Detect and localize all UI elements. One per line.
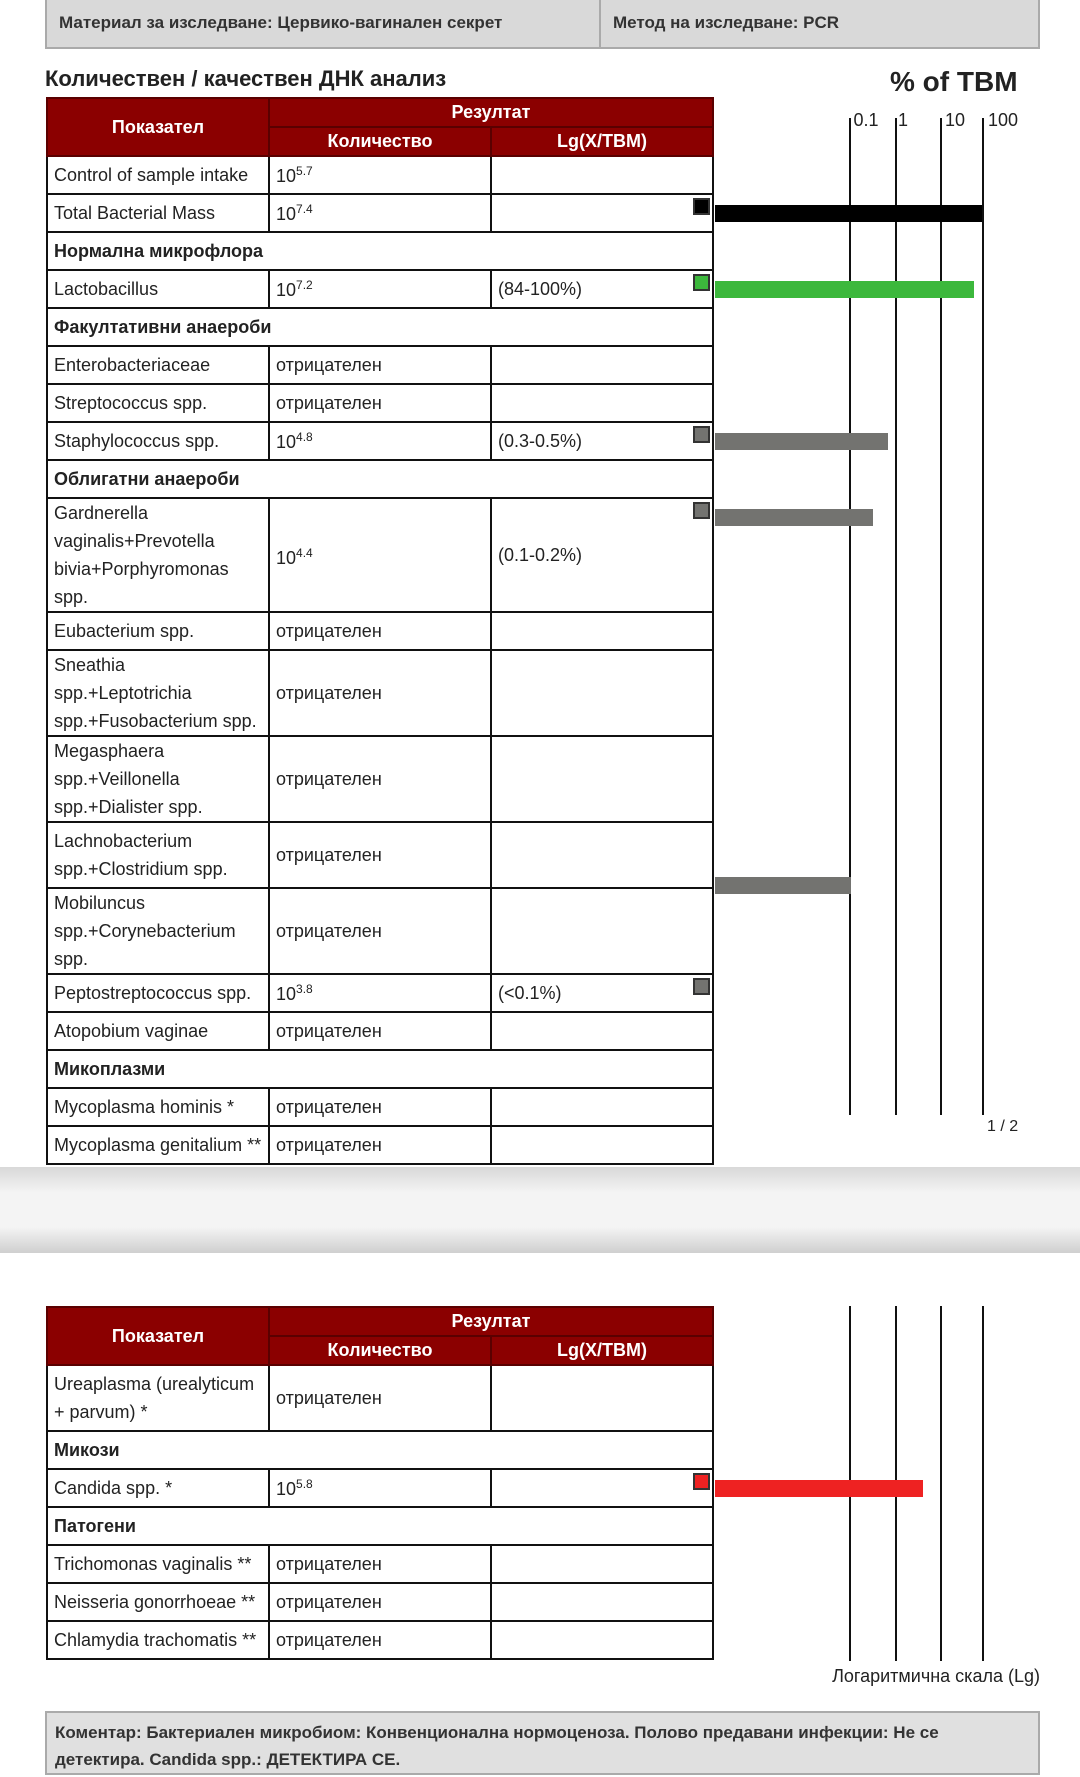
table-row [47, 612, 713, 650]
table-row [47, 1583, 713, 1621]
col-header-lg: Lg(X/TBM) [491, 127, 713, 156]
legend-marker-icon [693, 1473, 710, 1490]
quantity-cell [269, 194, 491, 232]
tick-label: 1 [897, 110, 909, 130]
chart-gridline [982, 118, 984, 1115]
quantity-base: 10 [276, 547, 297, 568]
lg-cell [491, 498, 713, 612]
indicator-name: Eubacterium spp. [47, 612, 269, 650]
legend-marker-icon [693, 502, 710, 519]
table-row [47, 974, 713, 1012]
lg-cell [491, 422, 713, 460]
result-text: отрицателен [276, 1591, 382, 1612]
section-title: Количествен / качествен ДНК анализ [45, 66, 447, 91]
col-header-quantity: Количество [269, 127, 491, 156]
col-header-result: Резултат [269, 1307, 713, 1336]
result-text: отрицателен [276, 1096, 382, 1117]
indicator-name: Sneathia spp.+Leptotrichia spp.+Fusobacterium spp. [47, 650, 269, 736]
lg-cell [491, 156, 713, 194]
indicator-name: Neisseria gonorrhoeae ** [47, 1583, 269, 1621]
indicator-name: Mycoplasma genitalium ** [47, 1126, 269, 1164]
lg-cell [491, 1126, 713, 1164]
table-row [47, 650, 713, 736]
quantity-cell [269, 422, 491, 460]
tick-label: 0.1 [853, 110, 879, 130]
quantity-cell [269, 736, 491, 822]
quantity-cell [269, 498, 491, 612]
chart-bar [715, 281, 974, 298]
lg-cell [491, 1621, 713, 1659]
quantity-exponent: 7.4 [296, 201, 313, 216]
chart-title: % of TBM [890, 66, 1018, 97]
lg-cell [491, 384, 713, 422]
group-row [47, 1050, 713, 1088]
group-row [47, 460, 713, 498]
quantity-cell [269, 1126, 491, 1164]
comment-box: Коментар: Бактериален микробиом: Конвенционална нормоценоза. Полово предавани инфекции: Не се детектира. Candida spp.: ДЕТЕКТИРА СЕ. [45, 1711, 1040, 1775]
table-row [47, 888, 713, 974]
quantity-cell [269, 612, 491, 650]
legend-marker-icon [693, 274, 710, 291]
quantity-cell [269, 1621, 491, 1659]
quantity-base: 10 [276, 165, 297, 186]
lg-cell [491, 270, 713, 308]
group-row [47, 1431, 713, 1469]
table-row [47, 1365, 713, 1431]
legend-marker-icon [693, 978, 710, 995]
table-row [47, 1012, 713, 1050]
chart-bar [715, 509, 873, 526]
chart-gridline [982, 1306, 984, 1661]
lg-cell [491, 736, 713, 822]
table-row [47, 270, 713, 308]
result-text: отрицателен [276, 683, 382, 703]
quantity-cell [269, 650, 491, 736]
page-separator [0, 1167, 1080, 1253]
lg-value: (<0.1%) [498, 982, 562, 1003]
table-row [47, 384, 713, 422]
legend-marker-icon [693, 198, 710, 215]
lg-cell [491, 888, 713, 974]
quantity-cell [269, 974, 491, 1012]
lg-cell [491, 612, 713, 650]
quantity-base: 10 [276, 431, 297, 452]
indicator-name: Enterobacteriaceae [47, 346, 269, 384]
result-text: отрицателен [276, 1388, 382, 1408]
lg-cell [491, 822, 713, 888]
chart-gridline [895, 118, 897, 1115]
quantity-cell [269, 270, 491, 308]
result-text: отрицателен [276, 1629, 382, 1650]
lg-cell [491, 1583, 713, 1621]
indicator-name: Mobiluncus spp.+Corynebacterium spp. [47, 888, 269, 974]
chart-gridline [940, 118, 942, 1115]
table-row [47, 736, 713, 822]
result-text: отрицателен [276, 1553, 382, 1574]
quantity-exponent: 4.8 [296, 429, 313, 444]
group-row [47, 232, 713, 270]
group-label: Факултативни анаероби [47, 308, 713, 346]
group-label: Микози [47, 1431, 713, 1469]
quantity-cell [269, 1583, 491, 1621]
quantity-base: 10 [276, 279, 297, 300]
chart-gridline [940, 1306, 942, 1661]
table-row [47, 1126, 713, 1164]
lg-cell [491, 346, 713, 384]
indicator-name: Ureaplasma (urealyticum + parvum) * [47, 1365, 269, 1431]
quantity-cell [269, 822, 491, 888]
group-row [47, 308, 713, 346]
chart-bar [715, 433, 888, 450]
indicator-name: Peptostreptococcus spp. [47, 974, 269, 1012]
result-text: отрицателен [276, 921, 382, 941]
table-row [47, 1088, 713, 1126]
table-row [47, 422, 713, 460]
chart-bar [715, 877, 851, 894]
quantity-base: 10 [276, 983, 297, 1004]
col-header-result: Резултат [269, 98, 713, 127]
table-row [47, 498, 713, 612]
quantity-exponent: 4.4 [296, 545, 313, 560]
chart-bar [715, 205, 982, 222]
quantity-exponent: 7.2 [296, 277, 313, 292]
group-label: Микоплазми [47, 1050, 713, 1088]
lg-cell [491, 974, 713, 1012]
chart-gridline [849, 118, 851, 1115]
table-row [47, 1469, 713, 1507]
lg-value: (0.1-0.2%) [498, 545, 583, 565]
table-row [47, 822, 713, 888]
indicator-name: Megasphaera spp.+Veillonella spp.+Dialister spp. [47, 736, 269, 822]
table-row [47, 194, 713, 232]
quantity-cell [269, 1469, 491, 1507]
material-label: Материал за изследване: Цервико-вагинален секрет [47, 0, 601, 47]
lg-cell [491, 1012, 713, 1050]
lg-cell [491, 194, 713, 232]
lg-cell [491, 1469, 713, 1507]
table-row [47, 1621, 713, 1659]
results-table-1 [46, 97, 714, 1165]
table-row [47, 156, 713, 194]
indicator-name: Lactobacillus [47, 270, 269, 308]
page-number: 1 / 2 [987, 1118, 1019, 1135]
col-header-indicator: Показател [47, 98, 269, 156]
quantity-cell [269, 1365, 491, 1431]
col-header-quantity: Количество [269, 1336, 491, 1365]
indicator-name: Staphylococcus spp. [47, 422, 269, 460]
indicator-name: Streptococcus spp. [47, 384, 269, 422]
result-text: отрицателен [276, 354, 382, 375]
group-row [47, 1507, 713, 1545]
results-table-2 [46, 1306, 714, 1660]
quantity-cell [269, 346, 491, 384]
table-row [47, 346, 713, 384]
indicator-name: Total Bacterial Mass [47, 194, 269, 232]
indicator-name: Gardnerella vaginalis+Prevotella bivia+Porphyromonas spp. [47, 498, 269, 612]
quantity-exponent: 5.7 [296, 163, 313, 178]
table-row [47, 1545, 713, 1583]
group-label: Патогени [47, 1507, 713, 1545]
lg-cell [491, 1545, 713, 1583]
col-header-lg: Lg(X/TBM) [491, 1336, 713, 1365]
quantity-cell [269, 1012, 491, 1050]
result-text: отрицателен [276, 1134, 382, 1155]
group-label: Нормална микрофлора [47, 232, 713, 270]
quantity-base: 10 [276, 1478, 297, 1499]
quantity-base: 10 [276, 203, 297, 224]
indicator-name: Chlamydia trachomatis ** [47, 1621, 269, 1659]
result-text: отрицателен [276, 769, 382, 789]
chart-bar [715, 1480, 923, 1497]
quantity-cell [269, 156, 491, 194]
quantity-exponent: 5.8 [296, 1476, 313, 1491]
lg-cell [491, 1088, 713, 1126]
scale-label: Логаритмична скала (Lg) [832, 1666, 1040, 1686]
result-text: отрицателен [276, 620, 382, 641]
indicator-name: Mycoplasma hominis * [47, 1088, 269, 1126]
result-text: отрицателен [276, 845, 382, 865]
quantity-exponent: 3.8 [296, 981, 313, 996]
tick-label: 10 [944, 110, 966, 130]
indicator-name: Trichomonas vaginalis ** [47, 1545, 269, 1583]
quantity-cell [269, 1545, 491, 1583]
lg-value: (0.3-0.5%) [498, 430, 583, 451]
indicator-name: Candida spp. * [47, 1469, 269, 1507]
lg-cell [491, 650, 713, 736]
col-header-indicator: Показател [47, 1307, 269, 1365]
quantity-cell [269, 888, 491, 974]
quantity-cell [269, 384, 491, 422]
tick-label: 100 [987, 110, 1019, 130]
group-label: Облигатни анаероби [47, 460, 713, 498]
sample-info-box [45, 0, 1040, 49]
indicator-name: Control of sample intake [47, 156, 269, 194]
result-text: отрицателен [276, 392, 382, 413]
lg-value: (84-100%) [498, 278, 583, 299]
result-text: отрицателен [276, 1020, 382, 1041]
quantity-cell [269, 1088, 491, 1126]
method-label: Метод на изследване: PCR [613, 13, 840, 32]
legend-marker-icon [693, 426, 710, 443]
indicator-name: Atopobium vaginae [47, 1012, 269, 1050]
lg-cell [491, 1365, 713, 1431]
indicator-name: Lachnobacterium spp.+Clostridium spp. [47, 822, 269, 888]
